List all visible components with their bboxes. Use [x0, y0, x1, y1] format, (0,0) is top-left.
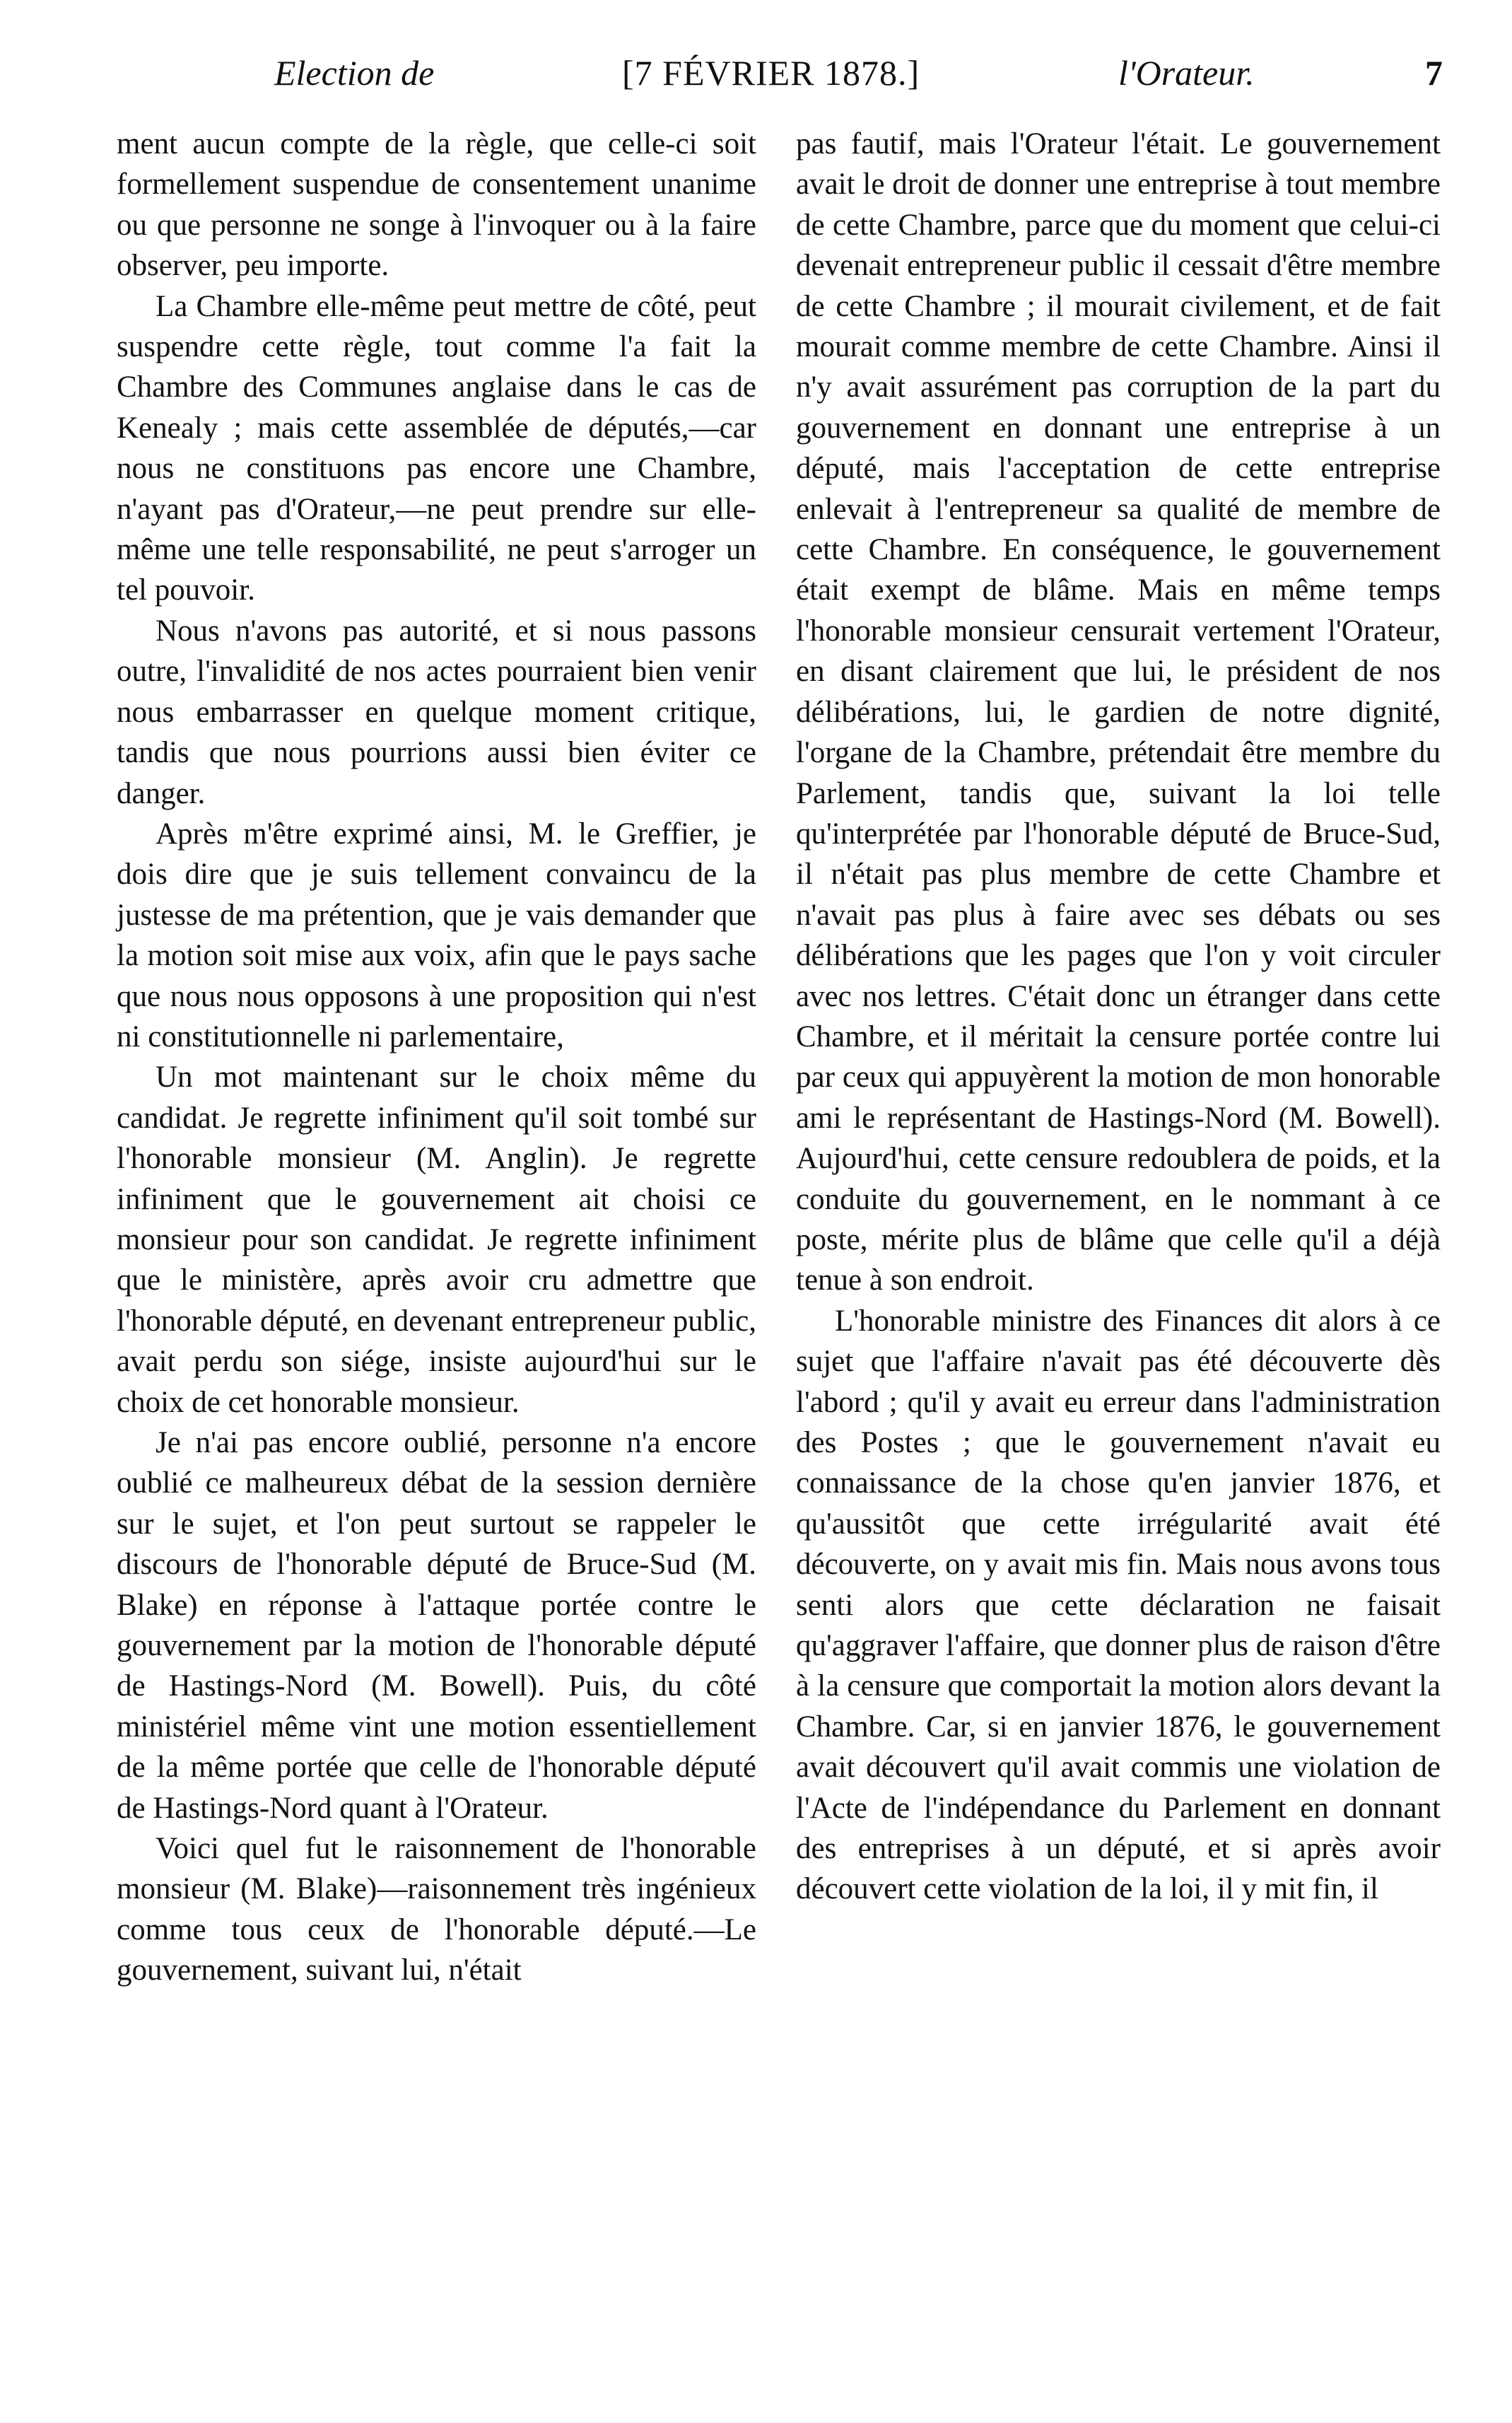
paragraph: pas fautif, mais l'Orateur l'était. Le gouvernement avait le droit de donner une entreprise à tout membre de cette Chambre, parce que du moment que celui-ci devenait entrepreneur public il cessait d'être membre de cette Chambre ; il mourait civilement, et de fait mourait comme membre de cette Chambre. Ainsi il n'y avait assurément pas corruption de la part du gouvernement en donnant une entreprise à un député, mais l'acceptation de cette entreprise enlevait à l'entrepreneur sa qualité de membre de cette Chambre. En conséquence, le gouvernement était exempt de blâme. Mais en même temps l'honorable monsieur censurait vertement l'Orateur, en disant clairement que lui, le président de nos délibérations, lui, le gardien de notre dignité, l'organe de la Chambre, prétendait être membre du Parlement, tandis que, suivant la loi telle qu'interprétée par l'honorable député de Bruce-Sud, il n'était pas plus membre de cette Chambre et n'avait pas plus à faire avec ses débats ou ses délibérations que les pages que l'on y voit circuler avec nos lettres. C'était donc un étranger dans cette Chambre, et il méritait la censure portée contre lui par ceux qui appuyèrent la motion de mon honorable ami le représentant de Hastings-Nord (M. Bowell). Aujourd'hui, cette censure redoublera de poids, et la conduite du gouvernement, en le nommant à ce poste, mérite plus de blâme que celle qu'il a déjà tenue à son endroit. [796, 127, 1441, 1297]
paragraph: Un mot maintenant sur le choix même du candidat. Je regrette infiniment qu'il soit tombé sur l'honorable monsieur (M. Anglin). Je regrette infiniment que le gouvernement ait choisi ce monsieur pour son candidat. Je regrette infiniment que le ministère, après avoir cru admettre que l'honorable député, en devenant entrepreneur public, avait perdu son siége, insiste aujourd'hui sur le choix de cet honorable monsieur. [117, 1061, 756, 1419]
paragraph: Après m'être exprimé ainsi, M. le Greffier, je dois dire que je suis tellement convaincu de la justesse de ma prétention, que je vais demander que la motion soit mise aux voix, afin que le pays sache que nous nous opposons à une proposition qui n'est ni constitutionnelle ni parlementaire, [117, 817, 756, 1053]
paragraph: ment aucun compte de la règle, que celle-ci soit formellement suspendue de consentement unanime ou que personne ne songe à l'invoquer ou à la faire observer, peu importe. [117, 127, 756, 283]
left-column [117, 124, 756, 1991]
header-right-title: l'Orateur. [1118, 53, 1255, 93]
paragraph: Nous n'avons pas autorité, et si nous passons outre, l'invalidité de nos actes pourraient bien venir nous embarrasser en quelque moment critique, tandis que nous pourrions aussi bien éviter ce danger. [117, 614, 756, 810]
running-header [0, 41, 1512, 105]
paragraph: L'honorable ministre des Finances dit alors à ce sujet que l'affaire n'avait pas été découverte dès l'abord ; qu'il y avait eu erreur dans l'administration des Postes ; que le gouvernement n'avait eu connaissance de la chose qu'en janvier 1876, et qu'aussitôt que cette irrégularité avait été découverte, on y avait mis fin. Mais nous avons tous senti alors que cette déclaration ne faisait qu'aggraver l'affaire, que donner plus de raison d'être à la censure que comportait la motion alors devant la Chambre. Car, si en janvier 1876, le gouvernement avait découvert qu'il avait commis une violation de l'Acte de l'indépendance du Parlement en donnant des entreprises à un député, et si après avoir découvert cette violation de la loi, il y mit fin, il [796, 1304, 1441, 1906]
paragraph: La Chambre elle-même peut mettre de côté, peut suspendre cette règle, tout comme l'a fait la Chambre des Communes anglaise dans le cas de Kenealy ; mais cette assemblée de députés,—car nous ne constituons pas encore une Chambre, n'ayant pas d'Orateur,—ne peut prendre sur elle-même une telle responsabilité, ne peut s'arroger un tel pouvoir. [117, 289, 756, 607]
right-column [796, 124, 1441, 1910]
page-number: 7 [1425, 53, 1443, 93]
paragraph: Voici quel fut le raisonnement de l'honorable monsieur (M. Blake)—raisonnement très ingénieux comme tous ceux de l'honorable député.—Le gouvernement, suivant lui, n'était [117, 1832, 756, 1987]
paragraph: Je n'ai pas encore oublié, personne n'a encore oublié ce malheureux débat de la session dernière sur le sujet, et l'on peut surtout se rappeler le discours de l'honorable député de Bruce-Sud (M. Blake) en réponse à l'attaque portée contre le gouvernement par la motion de l'honorable député de Hastings-Nord (M. Bowell). Puis, du côté ministériel même vint une motion essentiellement de la même portée que celle de l'honorable député de Hastings-Nord quant à l'Orateur. [117, 1426, 756, 1825]
header-date: [7 FÉVRIER 1878.] [622, 53, 920, 93]
header-left-title: Election de [274, 53, 435, 93]
